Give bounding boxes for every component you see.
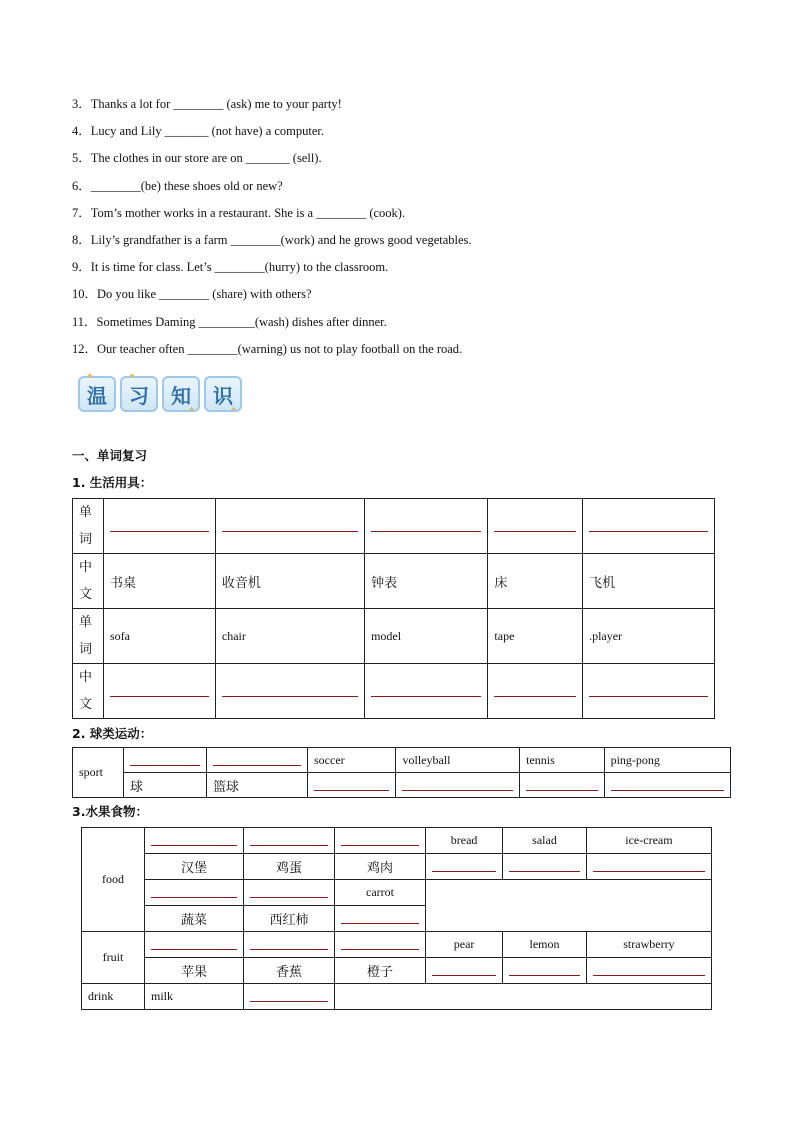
answer-blank[interactable] (335, 932, 426, 958)
word-cell: ice-cream (586, 828, 711, 854)
row-label-food: food (82, 828, 145, 932)
word-cell: chair (215, 609, 364, 664)
chinese-cell: 鸡肉 (335, 854, 426, 880)
exercise-11: 11．Sometimes Daming _________(wash) dishes after dinner. (72, 314, 387, 329)
row-label-word: 单词 (73, 499, 104, 554)
answer-blank[interactable] (335, 828, 426, 854)
answer-blank[interactable] (583, 664, 715, 719)
empty-cell (426, 880, 712, 932)
answer-blank[interactable] (145, 828, 244, 854)
banner-tile-1: ✦ 温 (78, 376, 116, 412)
answer-blank[interactable] (215, 499, 364, 554)
answer-blank[interactable] (104, 499, 216, 554)
row-label-fruit: fruit (82, 932, 145, 984)
word-cell: ping-pong (604, 748, 730, 773)
answer-blank[interactable] (396, 773, 520, 798)
word-cell: salad (503, 828, 587, 854)
word-cell: tennis (520, 748, 604, 773)
chinese-cell: 蔬菜 (145, 906, 244, 932)
answer-blank[interactable] (244, 932, 335, 958)
section2-title: 2. 球类运动： (72, 726, 153, 741)
row-label-chinese: 中文 (73, 664, 104, 719)
household-items-table (72, 498, 715, 719)
answer-blank[interactable] (488, 664, 583, 719)
exercise-12: 12．Our teacher often ________(warning) us not to play football on the road. (72, 341, 463, 356)
word-cell: sofa (104, 609, 216, 664)
chinese-cell: 收音机 (215, 554, 364, 609)
chinese-cell: 橙子 (335, 958, 426, 984)
answer-blank[interactable] (207, 748, 308, 773)
word-cell: soccer (308, 748, 396, 773)
chinese-cell: 飞机 (583, 554, 715, 609)
word-cell: pear (426, 932, 503, 958)
row-label-word: 单词 (73, 609, 104, 664)
answer-blank[interactable] (520, 773, 604, 798)
answer-blank[interactable] (124, 748, 207, 773)
empty-cell (335, 984, 712, 1010)
answer-blank[interactable] (104, 664, 216, 719)
answer-blank[interactable] (308, 773, 396, 798)
row-label-chinese: 中文 (73, 554, 104, 609)
star-icon: ✦ (86, 372, 94, 382)
answer-blank[interactable] (335, 906, 426, 932)
exercise-6: 6．________(be) these shoes old or new? (72, 178, 283, 193)
exercise-9: 9．It is time for class. Let’s ________(hurry) to the classroom. (72, 260, 389, 275)
word-cell: .player (583, 609, 715, 664)
answer-blank[interactable] (365, 664, 488, 719)
banner-tile-3: 知 ✦ (162, 376, 200, 412)
star-icon: ✦ (230, 405, 237, 414)
banner-tile-2: ✦ 习 (120, 376, 158, 412)
star-icon: ✦ (128, 372, 136, 382)
food-fruit-table (81, 827, 712, 1010)
answer-blank[interactable] (503, 854, 587, 880)
banner-tile-4: 识 ✦ (204, 376, 242, 412)
exercise-8: 8．Lily’s grandfather is a farm ________(work) and he grows good vegetables. (72, 232, 472, 247)
ball-sports-table (72, 747, 731, 798)
word-cell: bread (426, 828, 503, 854)
answer-blank[interactable] (145, 880, 244, 906)
word-cell: milk (145, 984, 244, 1010)
answer-blank[interactable] (586, 854, 711, 880)
chinese-cell: 床 (488, 554, 583, 609)
word-cell: tape (488, 609, 583, 664)
chinese-cell: 球 (124, 773, 207, 798)
exercise-4: 4．Lucy and Lily _______ (not have) a computer. (72, 124, 325, 139)
answer-blank[interactable] (426, 958, 503, 984)
chinese-cell: 书桌 (104, 554, 216, 609)
chinese-cell: 钟表 (365, 554, 488, 609)
answer-blank[interactable] (426, 854, 503, 880)
section-heading: 一、单词复习 (72, 448, 148, 463)
chinese-cell: 汉堡 (145, 854, 244, 880)
word-cell: strawberry (586, 932, 711, 958)
exercise-10: 10．Do you like ________ (share) with others? (72, 287, 312, 302)
section1-title: 1. 生活用具： (72, 475, 153, 490)
exercise-7: 7．Tom’s mother works in a restaurant. She is a ________ (cook). (72, 205, 406, 220)
word-cell: lemon (503, 932, 587, 958)
answer-blank[interactable] (586, 958, 711, 984)
answer-blank[interactable] (244, 828, 335, 854)
section3-title: 3.水果食物： (72, 804, 148, 819)
chinese-cell: 苹果 (145, 958, 244, 984)
word-cell: volleyball (396, 748, 520, 773)
answer-blank[interactable] (604, 773, 730, 798)
answer-blank[interactable] (583, 499, 715, 554)
chinese-cell: 篮球 (207, 773, 308, 798)
answer-blank[interactable] (244, 984, 335, 1010)
exercise-5: 5．The clothes in our store are on _______ (sell). (72, 151, 322, 166)
star-icon: ✦ (188, 405, 195, 414)
answer-blank[interactable] (244, 880, 335, 906)
answer-blank[interactable] (488, 499, 583, 554)
row-label-drink: drink (82, 984, 145, 1010)
chinese-cell: 西红柿 (244, 906, 335, 932)
word-cell: model (365, 609, 488, 664)
word-cell: carrot (335, 880, 426, 906)
chinese-cell: 香蕉 (244, 958, 335, 984)
chinese-cell: 鸡蛋 (244, 854, 335, 880)
review-banner (78, 374, 246, 414)
answer-blank[interactable] (215, 664, 364, 719)
exercise-list (72, 94, 732, 366)
exercise-3: 3．Thanks a lot for ________ (ask) me to your party! (72, 97, 342, 111)
answer-blank[interactable] (365, 499, 488, 554)
answer-blank[interactable] (503, 958, 587, 984)
answer-blank[interactable] (145, 932, 244, 958)
row-label-sport: sport (73, 748, 124, 798)
